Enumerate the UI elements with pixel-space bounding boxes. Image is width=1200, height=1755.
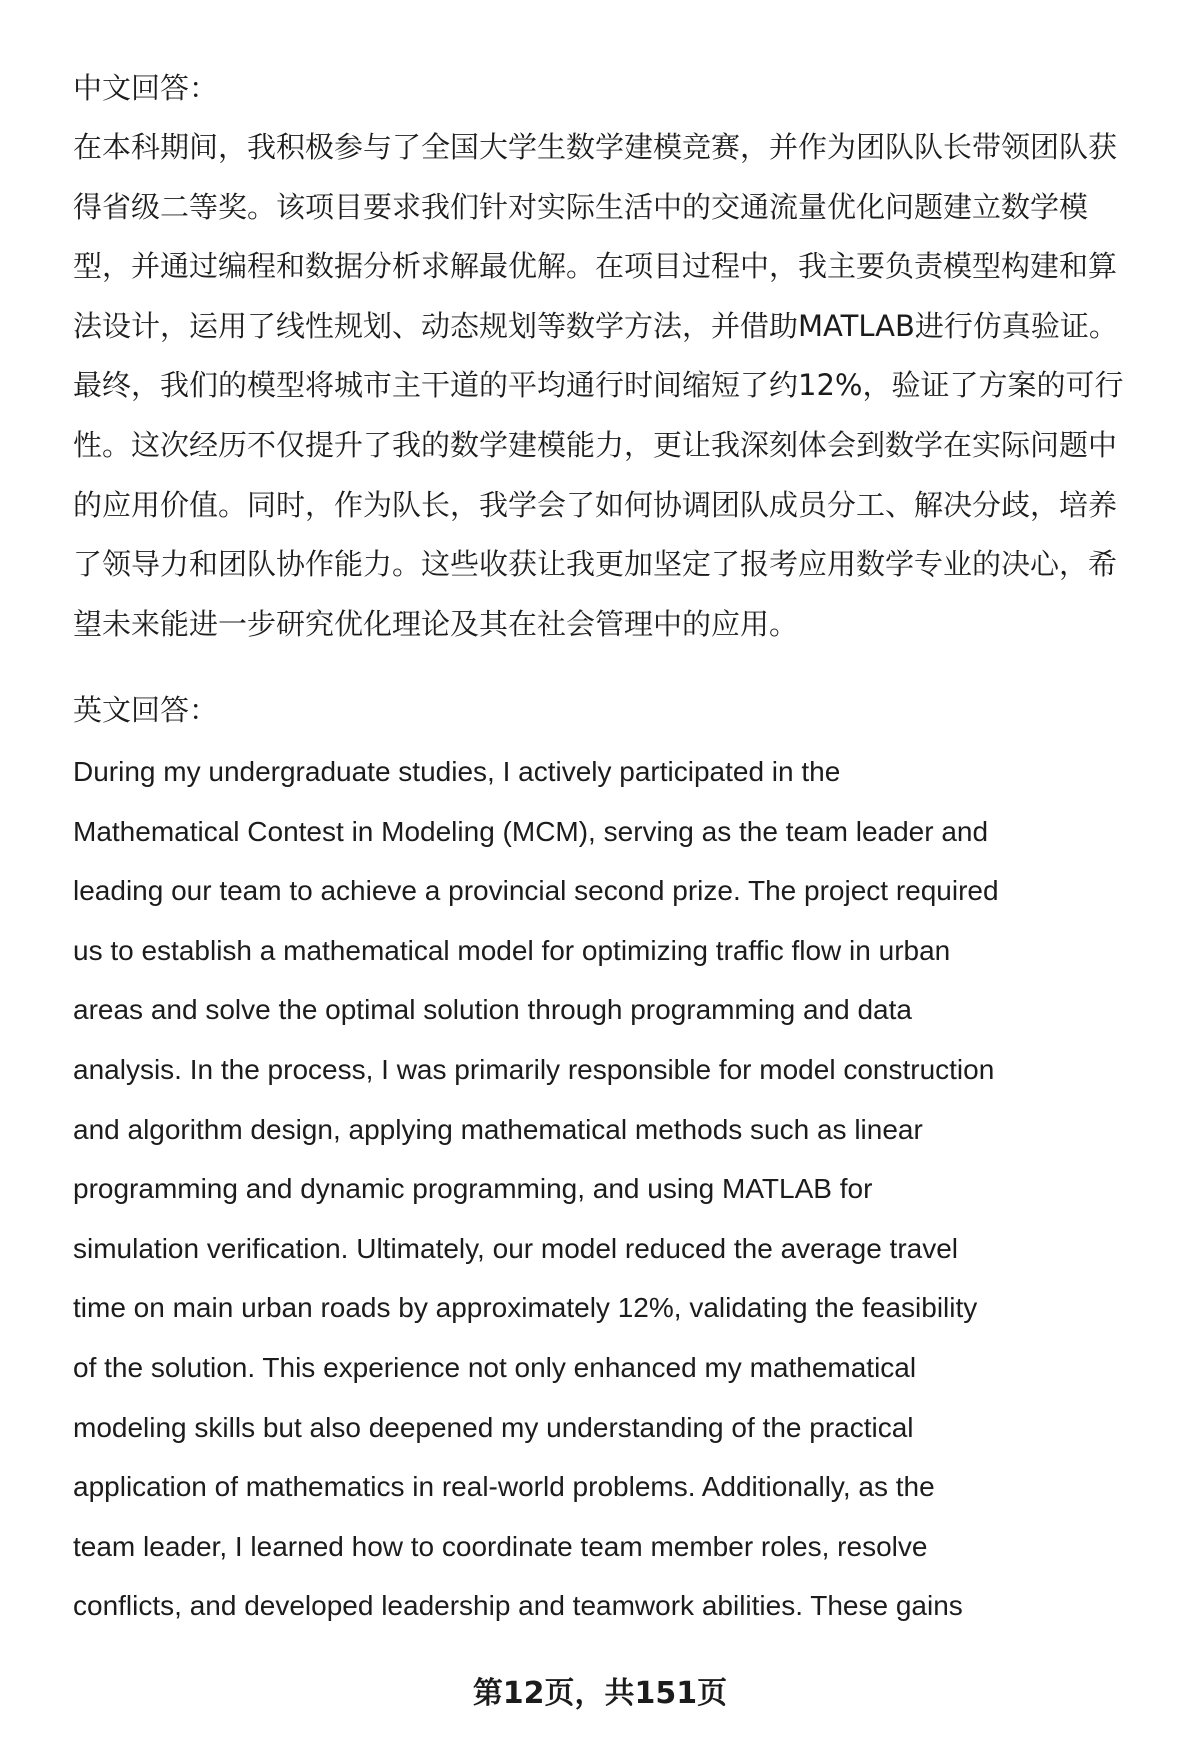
chinese-answer-paragraph xyxy=(73,118,1170,654)
text-line: leading our team to achieve a provincial second prize. The project required xyxy=(73,875,999,907)
chinese-answer-heading: 中文回答： xyxy=(73,71,219,105)
text-line: simulation verification. Ultimately, our model reduced the average travel xyxy=(73,1232,959,1264)
text-line: areas and solve the optimal solution through programming and data xyxy=(73,994,912,1026)
page-number-footer: 第12页，共151页 xyxy=(472,1676,728,1711)
text-line: and algorithm design, applying mathematical methods such as linear xyxy=(73,1113,923,1145)
text-line: 法设计，运用了线性规划、动态规划等数学方法，并借助MATLAB进行仿真验证。 xyxy=(73,308,1118,343)
text-line: 的应用价值。同时，作为队长，我学会了如何协调团队成员分工、解决分歧，培养 xyxy=(73,487,1118,522)
text-line: 型，并通过编程和数据分析求解最优解。在项目过程中，我主要负责模型构建和算 xyxy=(73,249,1118,284)
text-line: 望未来能进一步研究优化理论及其在社会管理中的应用。 xyxy=(73,606,799,641)
text-line: team leader, I learned how to coordinate team member roles, resolve xyxy=(73,1530,928,1562)
text-line: conflicts, and developed leadership and teamwork abilities. These gains xyxy=(73,1590,963,1622)
text-line: 性。这次经历不仅提升了我的数学建模能力，更让我深刻体会到数学在实际问题中 xyxy=(73,427,1118,462)
text-line: us to establish a mathematical model for optimizing traffic flow in urban xyxy=(73,934,951,966)
text-line: analysis. In the process, I was primarily responsible for model construction xyxy=(73,1053,995,1085)
english-answer-heading: 英文回答： xyxy=(73,693,219,727)
text-line: of the solution. This experience not only enhanced my mathematical xyxy=(73,1351,917,1383)
text-line: application of mathematics in real-world problems. Additionally, as the xyxy=(73,1471,935,1503)
text-line: 得省级二等奖。该项目要求我们针对实际生活中的交通流量优化问题建立数学模 xyxy=(73,189,1089,224)
text-line: 了领导力和团队协作能力。这些收获让我更加坚定了报考应用数学专业的决心，希 xyxy=(73,547,1118,582)
text-line: time on main urban roads by approximately 12%, validating the feasibility xyxy=(73,1292,978,1324)
text-line: 在本科期间，我积极参与了全国大学生数学建模竞赛，并作为团队队长带领团队获 xyxy=(73,130,1118,164)
text-line: During my undergraduate studies, I actively participated in the xyxy=(73,756,841,787)
text-line: Mathematical Contest in Modeling (MCM), serving as the team leader and xyxy=(73,815,989,847)
text-line: modeling skills but also deepened my understanding of the practical xyxy=(73,1411,914,1443)
text-line: 最终，我们的模型将城市主干道的平均通行时间缩短了约12%，验证了方案的可行 xyxy=(73,368,1124,403)
text-line: programming and dynamic programming, and using MATLAB for xyxy=(73,1173,873,1205)
english-answer-paragraph xyxy=(73,742,1170,1636)
